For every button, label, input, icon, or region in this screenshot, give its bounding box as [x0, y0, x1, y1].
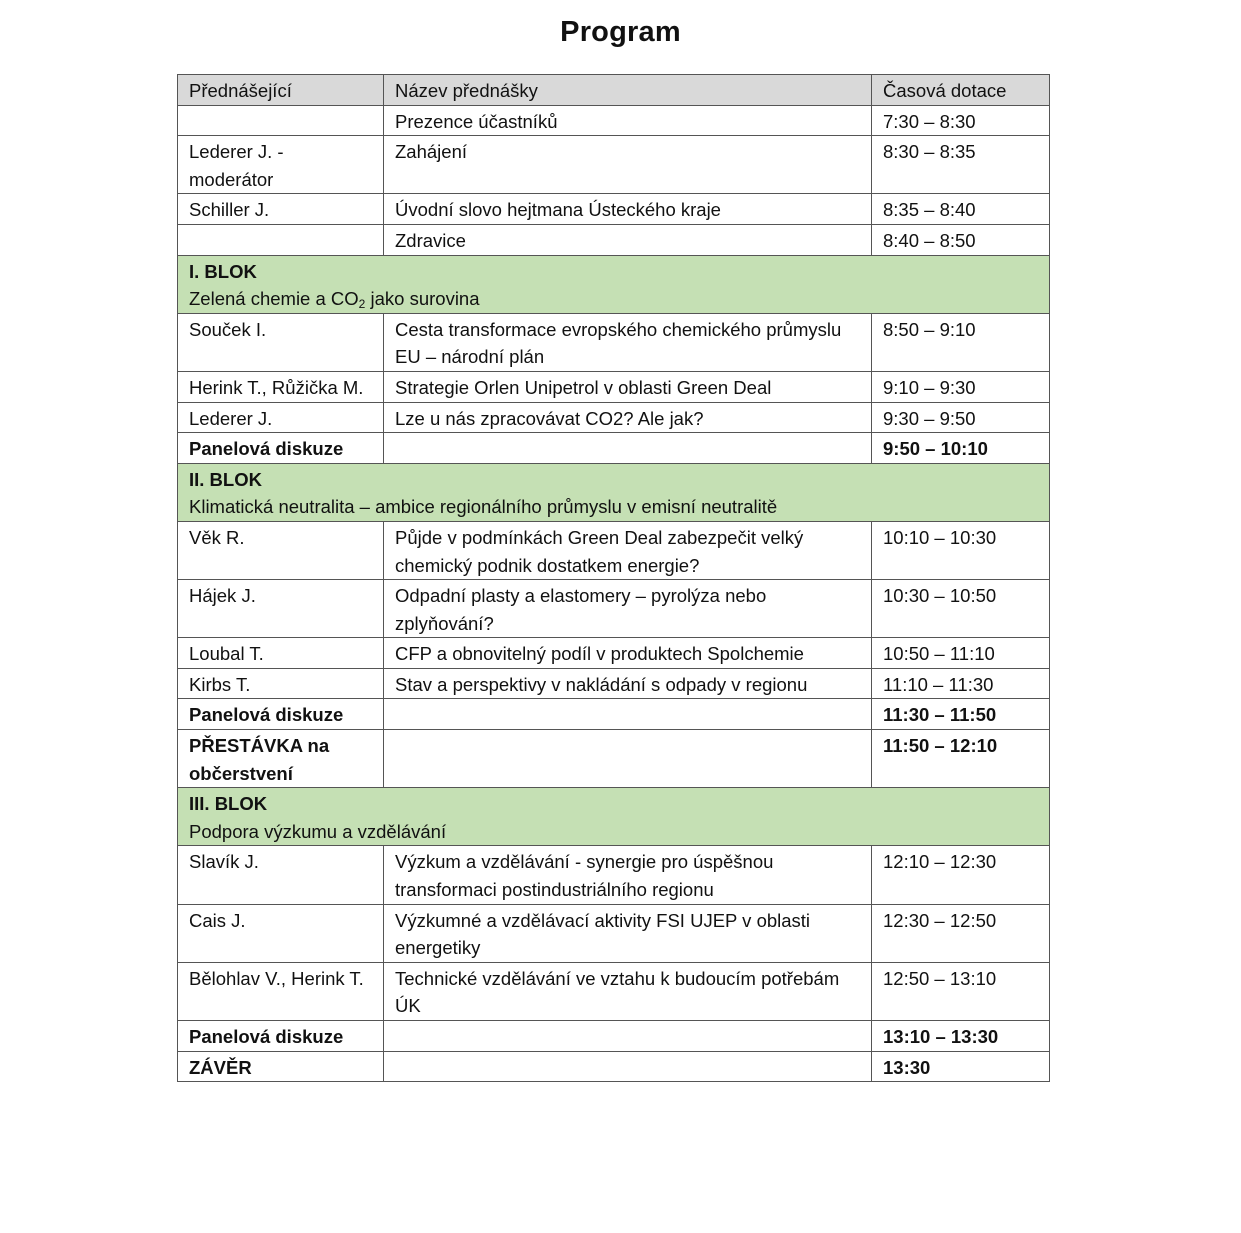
block-subtitle-text-end: jako surovina — [365, 288, 480, 310]
cell-talk — [384, 1051, 872, 1082]
cell-talk: Půjde v podmínkách Green Deal zabezpečit velký chemický podnik dostatkem energie? — [384, 521, 872, 579]
cell-time: 10:50 – 11:10 — [872, 638, 1050, 669]
block-subtitle-text: Klimatická neutralita – ambice regionálního průmyslu v emisní neutralitě — [189, 496, 778, 518]
cell-speaker — [178, 105, 384, 136]
table-row — [178, 105, 1050, 136]
header-speaker: Přednášející — [178, 75, 384, 106]
cell-time: 8:40 – 8:50 — [872, 224, 1050, 255]
program-table — [177, 74, 1050, 1082]
cell-time: 11:50 – 12:10 — [872, 730, 1050, 788]
block-subtitle-subscript: 2 — [358, 297, 366, 312]
cell-time: 8:50 – 9:10 — [872, 313, 1050, 371]
table-row — [178, 371, 1050, 402]
program-rows — [178, 105, 1050, 1082]
page-title: Program — [560, 16, 681, 48]
cell-time: 7:30 – 8:30 — [872, 105, 1050, 136]
cell-speaker: Věk R. — [178, 521, 384, 579]
cell-talk: Prezence účastníků — [384, 105, 872, 136]
block-cell — [178, 255, 1050, 313]
block-subtitle-text: Podpora výzkumu a vzdělávání — [189, 820, 447, 842]
cell-talk — [384, 1021, 872, 1052]
cell-speaker: Lederer J. — [178, 402, 384, 433]
cell-time: 10:30 – 10:50 — [872, 580, 1050, 638]
cell-speaker: ZÁVĚR — [178, 1051, 384, 1082]
header-time: Časová dotace — [872, 75, 1050, 106]
cell-time: 9:50 – 10:10 — [872, 433, 1050, 464]
cell-speaker: Panelová diskuze — [178, 433, 384, 464]
table-header-row — [178, 75, 1050, 106]
cell-speaker: PŘESTÁVKA na občerstvení — [178, 730, 384, 788]
cell-speaker: Hájek J. — [178, 580, 384, 638]
cell-talk: Úvodní slovo hejtmana Ústeckého kraje — [384, 194, 872, 225]
cell-time: 10:10 – 10:30 — [872, 521, 1050, 579]
table-row — [178, 580, 1050, 638]
cell-speaker: Panelová diskuze — [178, 1021, 384, 1052]
table-row — [178, 962, 1050, 1020]
table-row — [178, 1021, 1050, 1052]
cell-talk: Stav a perspektivy v nakládání s odpady v regionu — [384, 668, 872, 699]
table-row — [178, 136, 1050, 194]
cell-talk: CFP a obnovitelný podíl v produktech Spolchemie — [384, 638, 872, 669]
cell-talk: Zdravice — [384, 224, 872, 255]
cell-speaker: Panelová diskuze — [178, 699, 384, 730]
cell-talk — [384, 730, 872, 788]
cell-time: 12:30 – 12:50 — [872, 904, 1050, 962]
cell-talk — [384, 433, 872, 464]
table-row — [178, 194, 1050, 225]
block-row — [178, 463, 1050, 521]
table-row — [178, 668, 1050, 699]
cell-time: 12:50 – 13:10 — [872, 962, 1050, 1020]
table-row — [178, 402, 1050, 433]
block-subtitle-text: Zelená chemie a CO — [189, 288, 359, 310]
block-heading: I. BLOK — [189, 260, 257, 282]
cell-talk: Cesta transformace evropského chemického průmyslu EU – národní plán — [384, 313, 872, 371]
block-row — [178, 255, 1050, 313]
cell-talk: Zahájení — [384, 136, 872, 194]
cell-time: 8:35 – 8:40 — [872, 194, 1050, 225]
cell-time: 8:30 – 8:35 — [872, 136, 1050, 194]
cell-speaker: Cais J. — [178, 904, 384, 962]
block-subtitle — [189, 493, 1038, 521]
cell-time: 9:10 – 9:30 — [872, 371, 1050, 402]
block-subtitle — [189, 818, 1038, 846]
table-row — [178, 521, 1050, 579]
cell-speaker: Lederer J. - moderátor — [178, 136, 384, 194]
cell-talk: Výzkumné a vzdělávací aktivity FSI UJEP v oblasti energetiky — [384, 904, 872, 962]
table-row — [178, 699, 1050, 730]
table-row — [178, 846, 1050, 904]
table-row — [178, 904, 1050, 962]
cell-speaker — [178, 224, 384, 255]
cell-talk: Výzkum a vzdělávání - synergie pro úspěšnou transformaci postindustriálního regionu — [384, 846, 872, 904]
table-row — [178, 433, 1050, 464]
table-row — [178, 638, 1050, 669]
header-talk: Název přednášky — [384, 75, 872, 106]
cell-speaker: Souček I. — [178, 313, 384, 371]
cell-speaker: Schiller J. — [178, 194, 384, 225]
cell-speaker: Loubal T. — [178, 638, 384, 669]
table-row — [178, 313, 1050, 371]
cell-talk: Odpadní plasty a elastomery – pyrolýza nebo zplyňování? — [384, 580, 872, 638]
block-cell — [178, 788, 1050, 846]
cell-talk — [384, 699, 872, 730]
block-heading: III. BLOK — [189, 793, 268, 815]
cell-time: 9:30 – 9:50 — [872, 402, 1050, 433]
cell-speaker: Slavík J. — [178, 846, 384, 904]
cell-time: 13:10 – 13:30 — [872, 1021, 1050, 1052]
cell-speaker: Kirbs T. — [178, 668, 384, 699]
table-row — [178, 1051, 1050, 1082]
cell-speaker: Bělohlav V., Herink T. — [178, 962, 384, 1020]
block-row — [178, 788, 1050, 846]
cell-talk: Lze u nás zpracovávat CO2? Ale jak? — [384, 402, 872, 433]
cell-time: 11:30 – 11:50 — [872, 699, 1050, 730]
table-row — [178, 224, 1050, 255]
block-subtitle — [189, 285, 1038, 313]
table-row — [178, 730, 1050, 788]
block-heading: II. BLOK — [189, 468, 262, 490]
cell-talk: Technické vzdělávání ve vztahu k budoucím potřebám ÚK — [384, 962, 872, 1020]
cell-talk: Strategie Orlen Unipetrol v oblasti Green Deal — [384, 371, 872, 402]
cell-time: 13:30 — [872, 1051, 1050, 1082]
cell-time: 12:10 – 12:30 — [872, 846, 1050, 904]
block-cell — [178, 463, 1050, 521]
cell-speaker: Herink T., Růžička M. — [178, 371, 384, 402]
cell-time: 11:10 – 11:30 — [872, 668, 1050, 699]
